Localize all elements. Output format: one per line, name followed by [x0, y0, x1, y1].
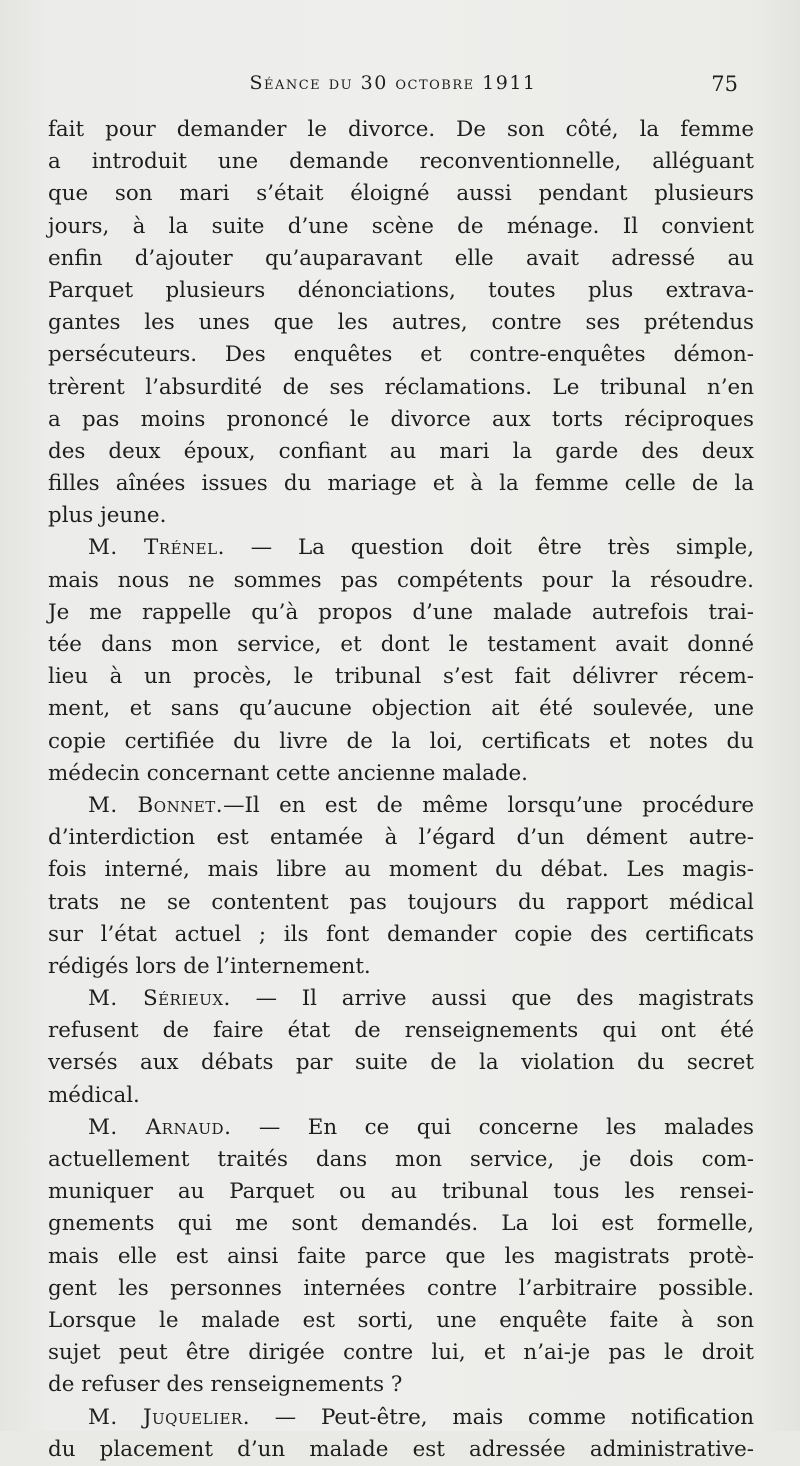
text-line: copie certifiée du livre de la loi, certificats et notes du [48, 728, 754, 754]
text-line [48, 983, 754, 1015]
running-title: Séance du 30 octobre 1911 [249, 72, 537, 94]
paragraph-juquelier [48, 1402, 754, 1466]
text-line: Je me rappelle qu’à propos d’une malade autrefois trai- [48, 599, 754, 625]
text-line: sur l’état actuel ; ils font demander copie des certificats [48, 921, 754, 947]
text-line: que son mari s’était éloigné aussi pendant plusieurs [48, 181, 754, 207]
text-line: tée dans mon service, et dont le testament avait donné [48, 632, 754, 657]
text-line: ment, et sans qu’aucune objection ait été soulevée, une [48, 696, 754, 722]
text-line: muniquer au Parquet ou au tribunal tous les rensei- [48, 1179, 754, 1205]
text-line [48, 1112, 754, 1144]
text-line: filles aînées issues du mariage et à la femme celle de la [48, 471, 754, 497]
text-line: plus jeune. [48, 503, 167, 529]
text-line: trats ne se contentent pas toujours du rapport médical [48, 889, 754, 915]
text-line: Parquet plusieurs dénonciations, toutes plus extrava- [48, 277, 754, 303]
text-line: refusent de faire état de renseignements qui ont été [48, 1018, 754, 1044]
page-header [48, 72, 738, 102]
text-line: fois interné, mais libre au moment du débat. Les magis- [48, 857, 754, 883]
text-line: des deux époux, confiant au mari la garde des deux [48, 438, 754, 464]
text-line [48, 790, 754, 822]
text-line: d’interdiction est entamée à l’égard d’un dément autre- [48, 825, 754, 851]
speech-text: — En ce qui concerne les malades [231, 1114, 754, 1140]
speech-text: — Peut-être, mais comme notification [250, 1404, 754, 1430]
text-line: gnements qui me sont demandés. La loi est formelle, [48, 1211, 754, 1237]
text-line: lieu à un procès, le tribunal s’est fait délivrer récem- [48, 664, 754, 690]
text-line: médecin concernant cette ancienne malade. [48, 760, 528, 786]
text-line: fait pour demander le divorce. De son côté, la femme [48, 117, 754, 142]
text-line: jours, à la suite d’une scène de ménage. Il convient [48, 213, 754, 239]
text-line: versés aux débats par suite de la violation du secret [48, 1050, 754, 1076]
speaker-name: M. Juquelier. [88, 1404, 251, 1430]
speaker-name: M. Arnaud. [88, 1114, 232, 1140]
speaker-name: M. Trénel. [88, 535, 225, 561]
paragraph-arnaud [48, 1112, 754, 1402]
paragraph-bonnet [48, 790, 754, 983]
text-line: de refuser des renseignements ? [48, 1372, 403, 1398]
text-line: a introduit une demande reconventionnelle, alléguant [48, 149, 754, 175]
speaker-name: M. Bonnet. [88, 792, 224, 818]
text-line: rédigés lors de l’internement. [48, 953, 371, 979]
text-line: Lorsque le malade est sorti, une enquête faite à son [48, 1307, 754, 1333]
text-line: gantes les unes que les autres, contre ses prétendus [48, 310, 754, 336]
text-line: mais nous ne sommes pas compétents pour la résoudre. [48, 567, 754, 593]
paragraph-serieux [48, 983, 754, 1112]
paragraph-trenel [48, 532, 754, 790]
paragraph-continuation [48, 114, 754, 532]
speech-text: —Il en est de même lorsqu’une procédure [223, 792, 754, 818]
text-line: sujet peut être dirigée contre lui, et n’ai-je pas le droit [48, 1340, 754, 1366]
text-line: médical. [48, 1082, 140, 1108]
text-line: a pas moins prononcé le divorce aux torts réciproques [48, 406, 754, 432]
page-number: 75 [711, 72, 738, 96]
body-text [48, 114, 754, 1466]
text-line: du placement d’un malade est adressée administrative- [48, 1436, 754, 1462]
text-line: actuellement traités dans mon service, je dois com- [48, 1147, 754, 1172]
speech-text: — La question doit être très simple, [224, 535, 754, 561]
text-line [48, 532, 754, 564]
speaker-name: M. Sérieux. [88, 986, 231, 1012]
text-line: trèrent l’absurdité de ses réclamations. Le tribunal n’en [48, 374, 754, 400]
text-line: persécuteurs. Des enquêtes et contre-enquêtes démon- [48, 342, 754, 368]
text-line: enfin d’ajouter qu’auparavant elle avait adressé au [48, 245, 754, 271]
text-line: mais elle est ainsi faite parce que les magistrats protè- [48, 1243, 754, 1269]
speech-text: — Il arrive aussi que des magistrats [230, 986, 754, 1012]
text-line: gent les personnes internées contre l’arbitraire possible. [48, 1275, 754, 1301]
text-line [48, 1402, 754, 1434]
